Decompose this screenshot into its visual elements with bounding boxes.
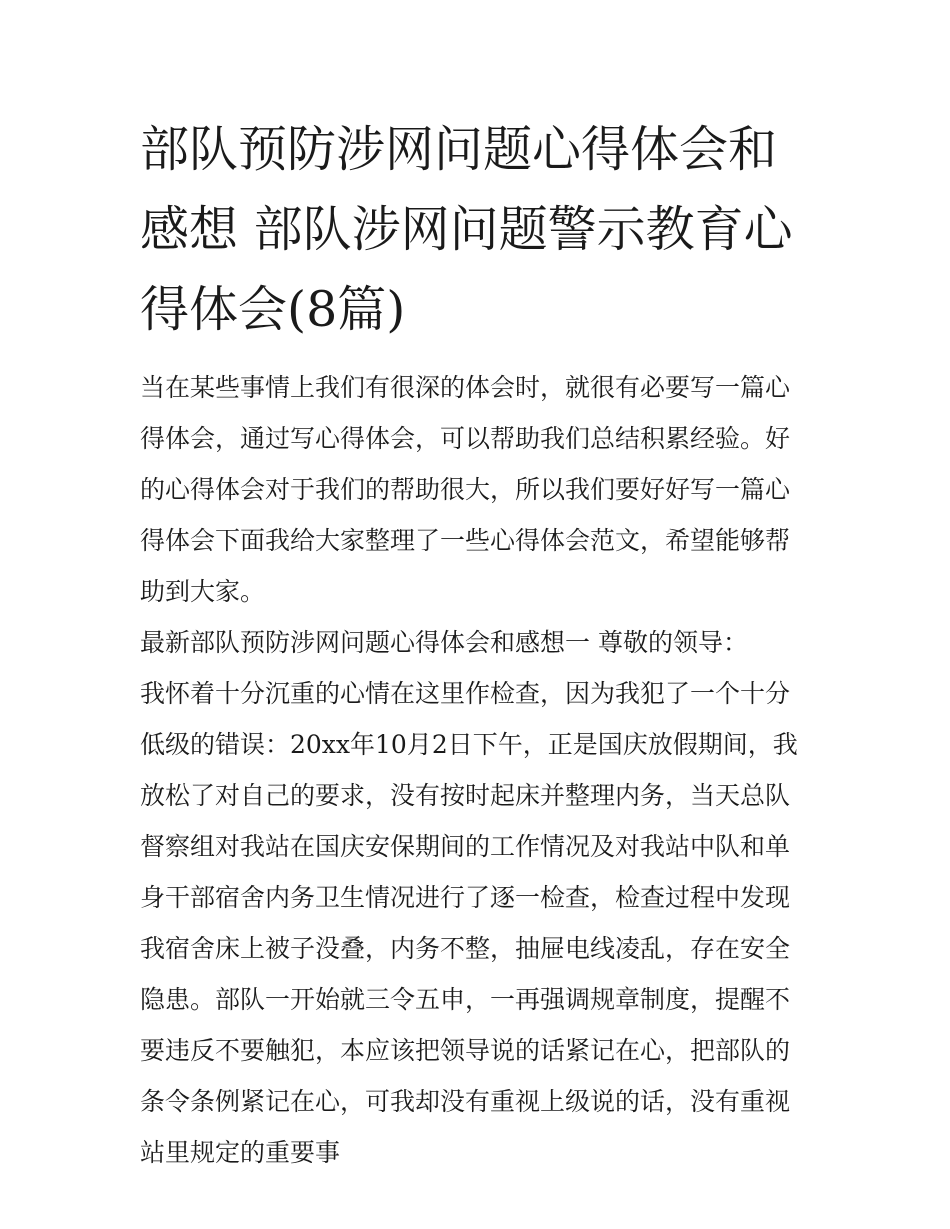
intro-paragraph: 当在某些事情上我们有很深的体会时，就很有必要写一篇心得体会，通过写心得体会，可以帮助我们总结积累经验。好的心得体会对于我们的帮助很大，所以我们要好好写一篇心得体会下面我给大家整理了一些心得体会范文，希望能够帮助到大家。	[140, 373, 791, 606]
document-body	[140, 110, 820, 1178]
section-heading-paragraph: 最新部队预防涉网问题心得体会和感想一 尊敬的领导：	[140, 628, 748, 657]
document-title: 部队预防涉网问题心得体会和感想 部队涉网问题警示教育心得体会(8篇)	[140, 121, 793, 338]
body-paragraph: 我怀着十分沉重的心情在这里作检查，因为我犯了一个十分低级的错误：20xx年10月2日下午，正是国庆放假期间，我放松了对自己的要求，没有按时起床并整理内务，当天总队督察组对我站在国庆安保期间的工作情况及对我站中队和单身干部宿舍内务卫生情况进行了逐一检查，检查过程中发现我宿舍床上被子没叠，内务不整，抽屉电线凌乱，存在安全隐患。部队一开始就三令五申，一再强调规章制度，提醒不要违反不要触犯，本应该把领导说的话紧记在心，把部队的条令条例紧记在心，可我却没有重视上级说的话，没有重视站里规定的重要事	[140, 679, 798, 1167]
